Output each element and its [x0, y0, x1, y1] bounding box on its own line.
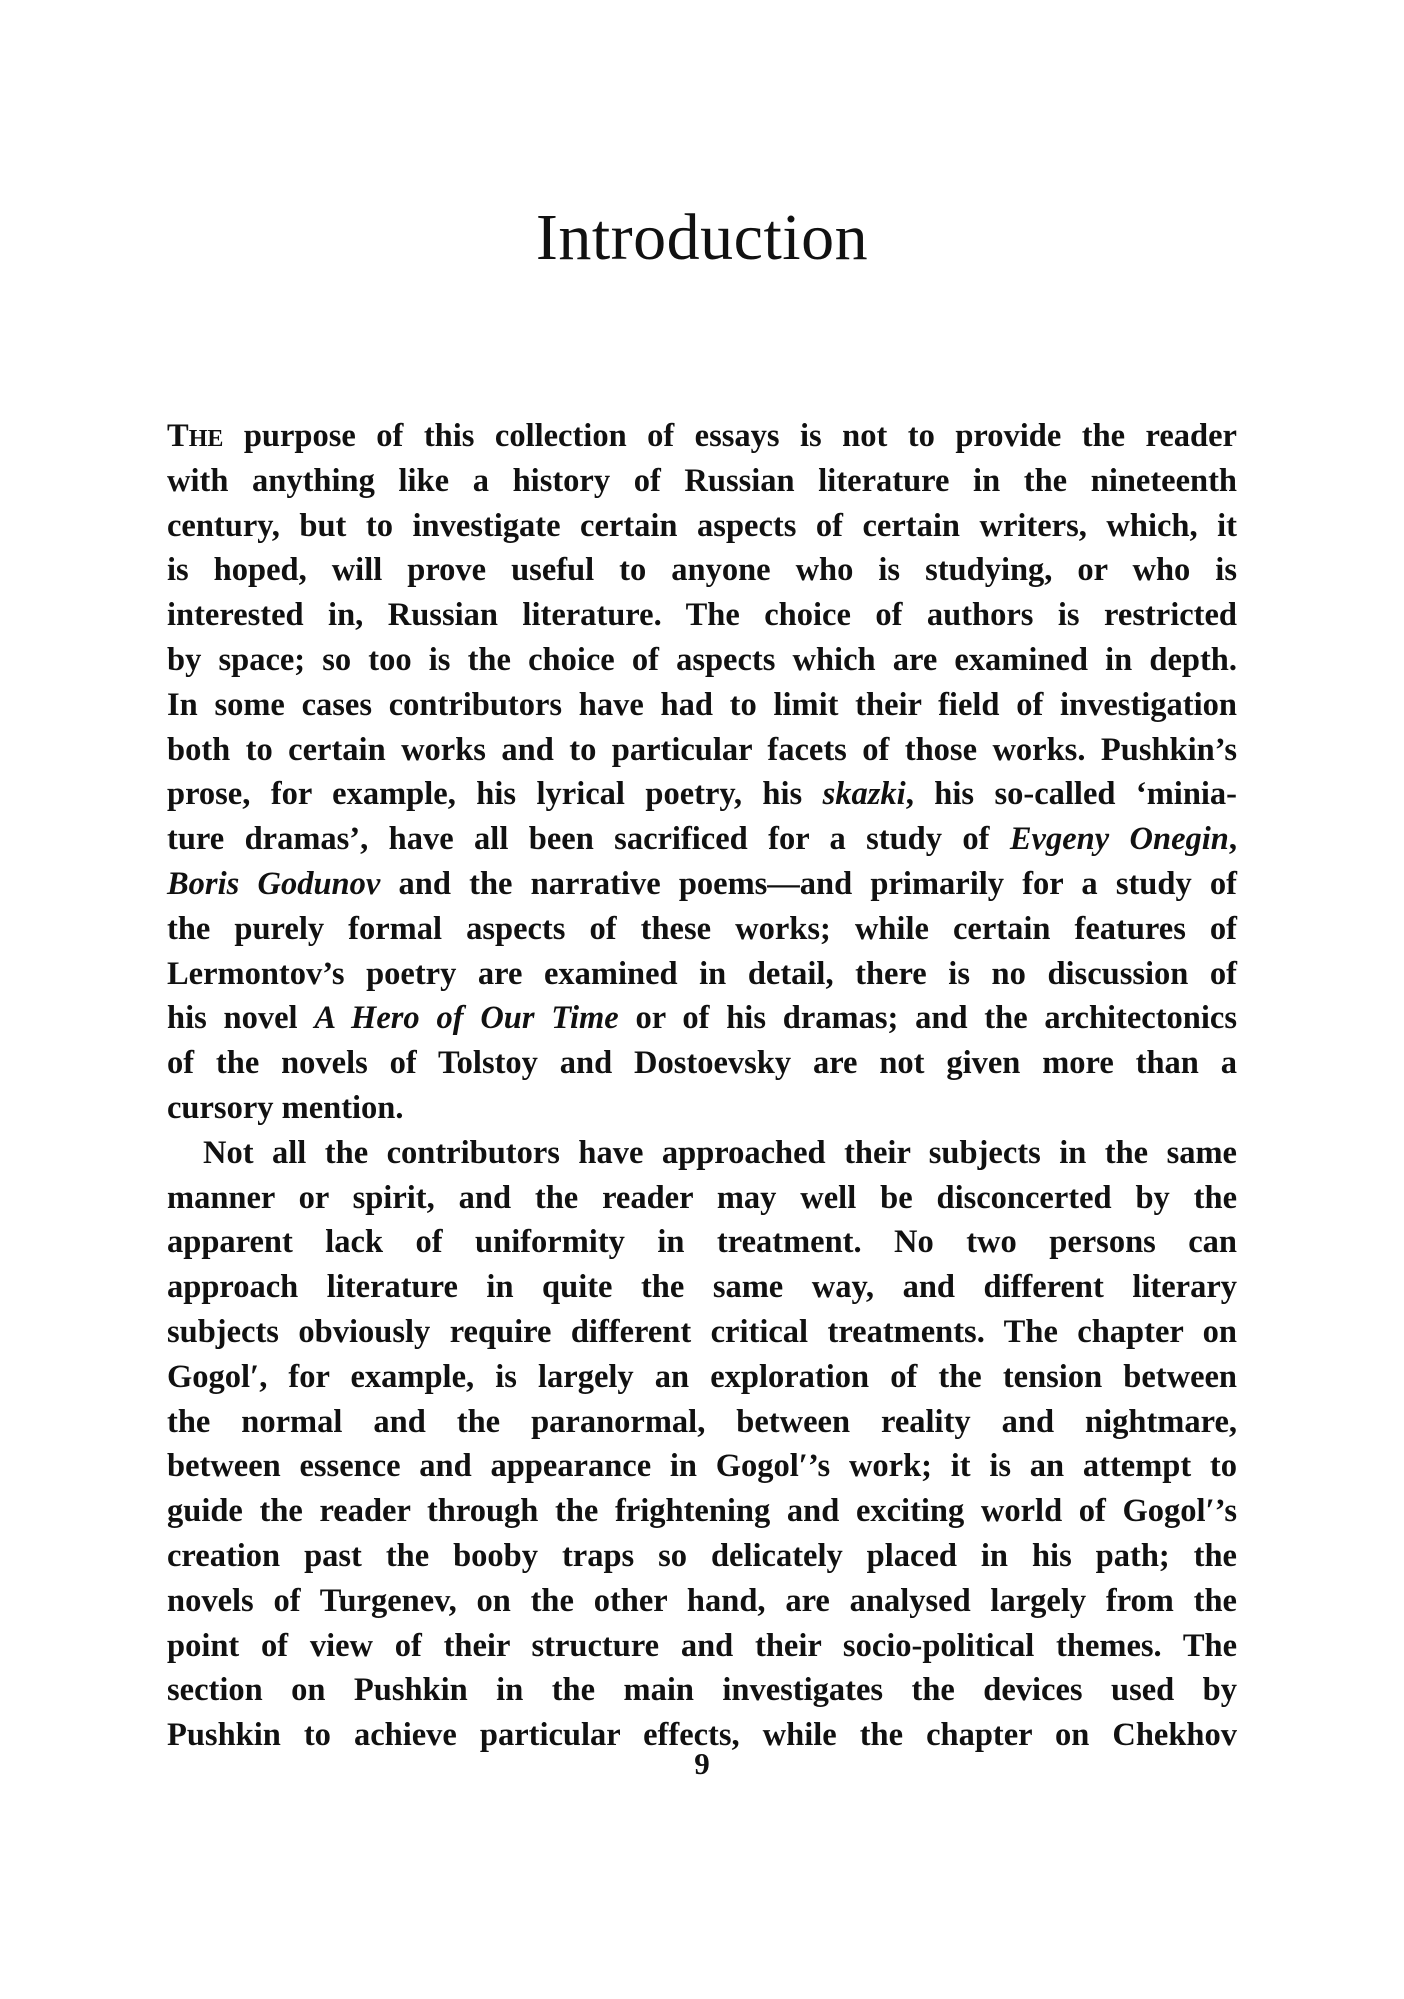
text-line-21: subjects obviously require different critical treatments. The chapter on	[167, 1313, 1237, 1350]
drop-initial: T	[167, 418, 189, 454]
italic-title-boris-godunov: Boris Godunov	[167, 865, 381, 902]
text-line-23: the normal and the paranormal, between reality and nightmare,	[167, 1403, 1237, 1440]
text-line-12: the purely formal aspects of these works; while certain features of	[167, 910, 1237, 947]
text-line-16: cursory mention.	[167, 1089, 404, 1126]
text-line-9	[167, 772, 1237, 817]
text-line-6: by space; so too is the choice of aspects which are examined in depth.	[167, 641, 1237, 678]
line-text: , his so-called ‘minia-	[905, 776, 1237, 813]
text-line-5: interested in, Russian literature. The choice of authors is restricted	[167, 597, 1237, 634]
text-line-2: with anything like a history of Russian literature in the nineteenth	[167, 462, 1237, 499]
text-line-11	[167, 862, 1237, 907]
italic-title-hero-of-our-time: A Hero of Our Time	[314, 1000, 619, 1037]
chapter-title: Introduction	[535, 201, 869, 274]
text-line-29: section on Pushkin in the main investigates the devices used by	[167, 1672, 1237, 1709]
page-number: 9	[694, 1746, 710, 1781]
paragraph-1	[167, 414, 1237, 1131]
text-line-15: of the novels of Tolstoy and Dostoevsky are not given more than a	[167, 1045, 1237, 1082]
text-line-18: manner or spirit, and the reader may well be disconcerted by the	[167, 1179, 1237, 1216]
italic-title-evgeny-onegin: Evgeny Onegin	[1009, 821, 1229, 858]
text-line-19: apparent lack of uniformity in treatment. No two persons can	[167, 1224, 1237, 1261]
text-line-10	[167, 817, 1237, 862]
italic-term-skazki: skazki	[822, 776, 906, 813]
line-text: prose, for example, his lyrical poetry, his	[167, 776, 823, 813]
small-caps-word: HE	[188, 426, 224, 452]
text-line-1	[167, 414, 1237, 459]
text-line-24: between essence and appearance in Gogol′’s work; it is an attempt to	[167, 1448, 1237, 1485]
text-line-3: century, but to investigate certain aspects of certain writers, which, it	[167, 507, 1237, 544]
line-text: and the narrative poems—and primarily for a study of	[380, 865, 1237, 902]
line-text: purpose of this collection of essays is not to provide the reader	[223, 418, 1237, 454]
line-text: ,	[1228, 821, 1237, 858]
text-line-27: novels of Turgenev, on the other hand, are analysed largely from the	[167, 1582, 1237, 1619]
text-line-30: Pushkin to achieve particular effects, while the chapter on Chekhov	[167, 1717, 1237, 1754]
line-text: or of his dramas; and the architectonics	[618, 1000, 1237, 1037]
text-line-4: is hoped, will prove useful to anyone who is studying, or who is	[167, 552, 1237, 589]
paragraph-2	[167, 1131, 1237, 1758]
text-line-20: approach literature in quite the same way, and different literary	[167, 1269, 1237, 1306]
text-line-7: In some cases contributors have had to limit their field of investigation	[167, 686, 1237, 723]
line-text: his novel	[167, 1000, 315, 1037]
text-line-26: creation past the booby traps so delicately placed in his path; the	[167, 1537, 1237, 1574]
text-line-13: Lermontov’s poetry are examined in detail, there is no discussion of	[167, 955, 1237, 992]
text-line-25: guide the reader through the frightening and exciting world of Gogol′’s	[167, 1493, 1237, 1530]
text-line-14	[167, 996, 1237, 1041]
text-line-22: Gogol′, for example, is largely an exploration of the tension between	[167, 1358, 1237, 1395]
text-line-8: both to certain works and to particular facets of those works. Pushkin’s	[167, 731, 1237, 768]
text-line-28: point of view of their structure and their socio-political themes. The	[167, 1627, 1237, 1664]
line-text: ture dramas’, have all been sacrificed for a study of	[167, 821, 1010, 858]
text-line-17: Not all the contributors have approached their subjects in the same	[203, 1134, 1237, 1171]
body-text	[167, 414, 1237, 1758]
